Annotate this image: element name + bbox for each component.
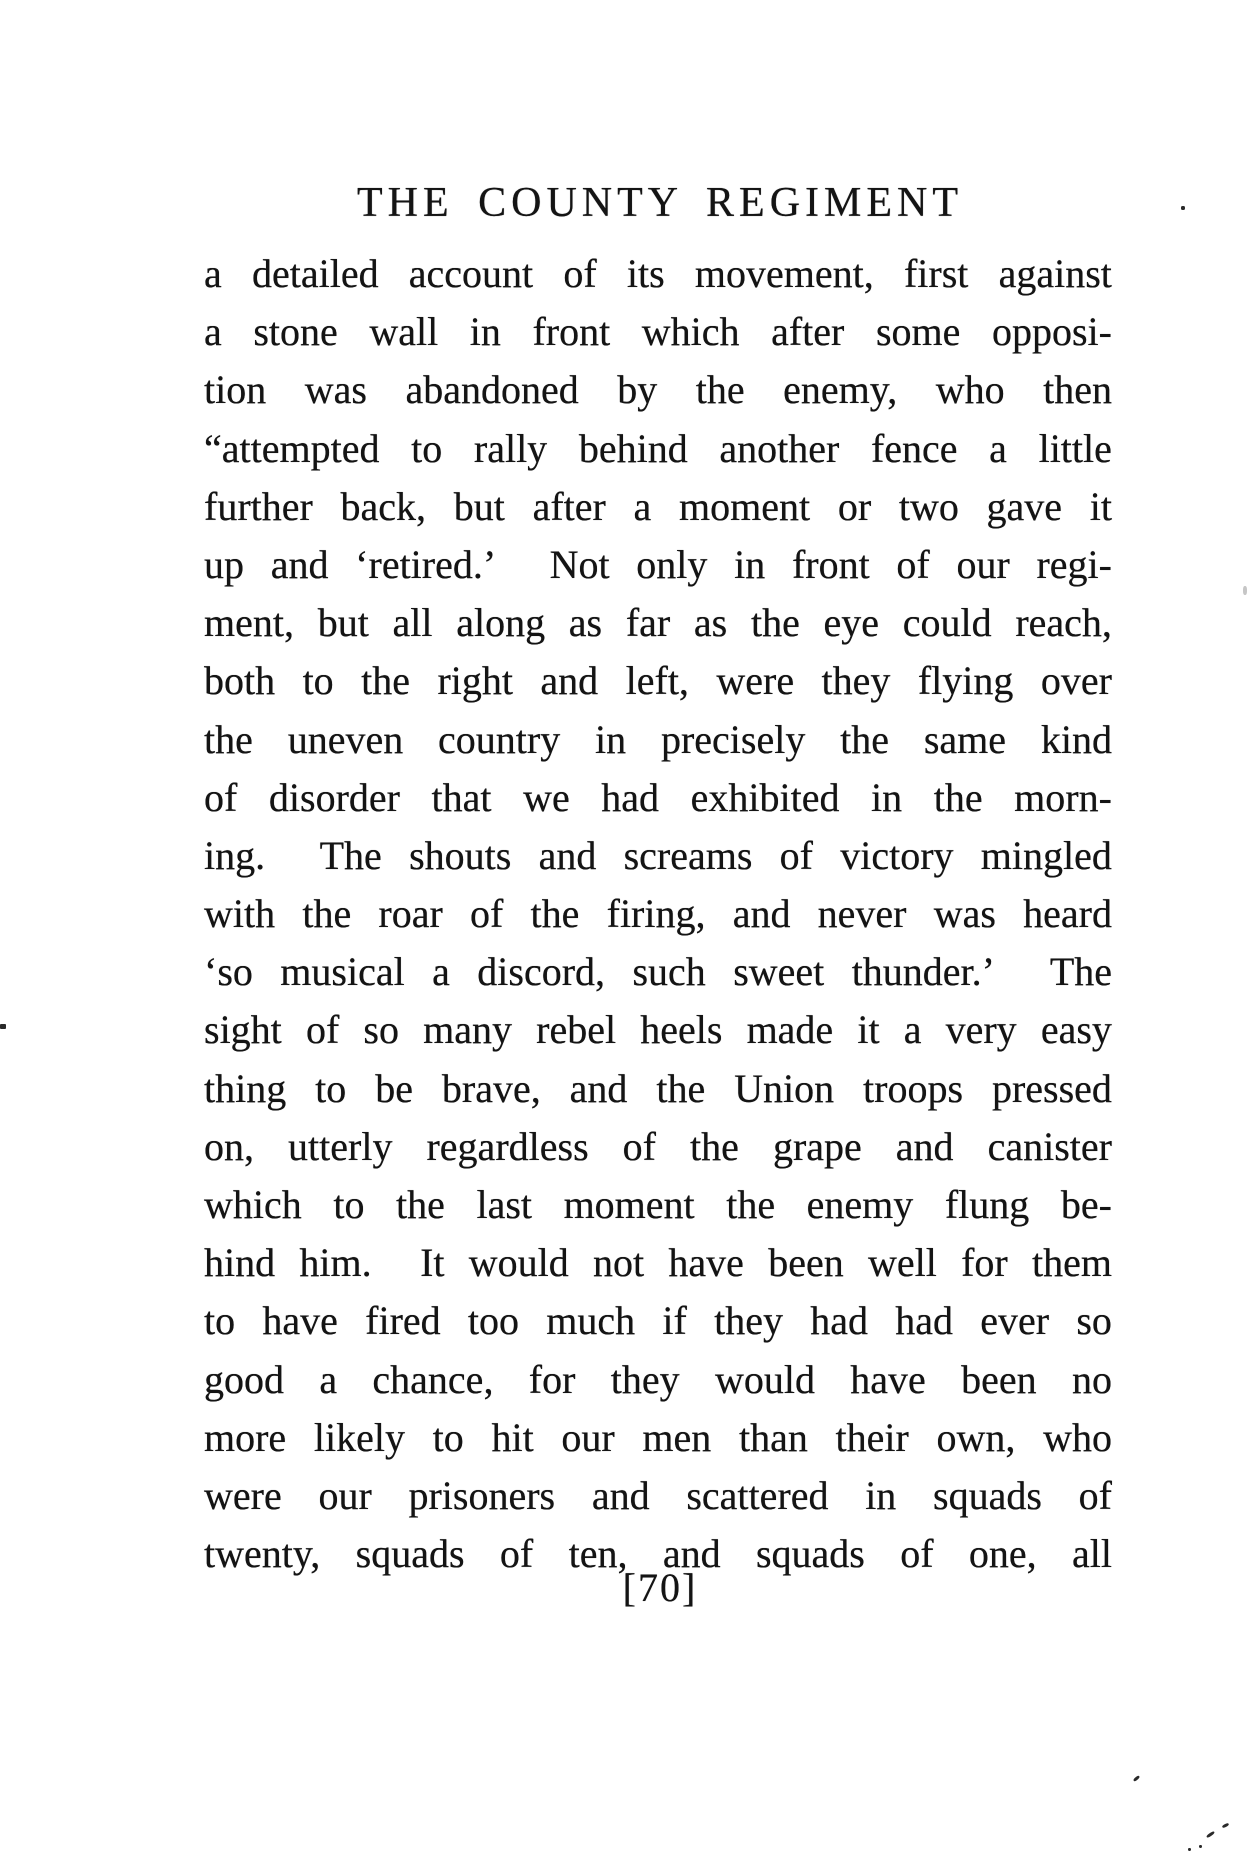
text-line: up and ‘retired.’ Not only in front of our regi- [204, 541, 1112, 587]
text-line: with the roar of the firing, and never was heard [204, 891, 1112, 937]
text-line: a detailed account of its movement, first against [204, 251, 1112, 296]
scan-speck [1133, 1775, 1140, 1782]
scan-speck [1222, 1823, 1230, 1829]
text-line: which to the last moment the enemy flung be- [204, 1182, 1112, 1227]
scan-speck [1206, 1831, 1215, 1839]
text-line: thing to be brave, and the Union troops pressed [204, 1065, 1112, 1111]
text-line: ‘so musical a discord, such sweet thunder.’ The [204, 949, 1112, 995]
text-line: good a chance, for they would have been no [204, 1356, 1112, 1402]
scan-speck [1188, 1848, 1191, 1851]
body-text [204, 250, 1112, 1588]
text-line: to have fired too much if they had had ever so [204, 1298, 1112, 1344]
text-line: on, utterly regardless of the grape and canister [204, 1123, 1112, 1169]
scan-speck [0, 1024, 6, 1029]
text-line: further back, but after a moment or two gave it [204, 483, 1112, 529]
page-number: [70] [622, 1565, 698, 1610]
text-line: the uneven country in precisely the same kind [204, 716, 1112, 762]
scan-speck [1243, 586, 1247, 595]
text-line: of disorder that we had exhibited in the morn- [204, 774, 1112, 820]
text-line: hind him. It would not have been well for them [204, 1240, 1112, 1286]
text-line: more likely to hit our men than their own, who [204, 1414, 1112, 1460]
text-line: both to the right and left, were they flying over [204, 658, 1112, 704]
text-line: were our prisoners and scattered in squads of [204, 1472, 1112, 1518]
text-line: a stone wall in front which after some opposi- [204, 309, 1112, 355]
text-line: “attempted to rally behind another fence a little [204, 425, 1112, 471]
scan-speck [1199, 1845, 1202, 1848]
text-line: twenty, squads of ten, and squads of one, all [204, 1531, 1112, 1577]
running-head: THE COUNTY REGIMENT [356, 180, 964, 226]
text-line: ing. The shouts and screams of victory mingled [204, 832, 1112, 878]
text-line: ment, but all along as far as the eye could reach, [204, 600, 1112, 646]
scan-speck [1181, 206, 1185, 210]
text-line: tion was abandoned by the enemy, who then [204, 367, 1112, 413]
text-line: sight of so many rebel heels made it a very easy [204, 1007, 1112, 1053]
